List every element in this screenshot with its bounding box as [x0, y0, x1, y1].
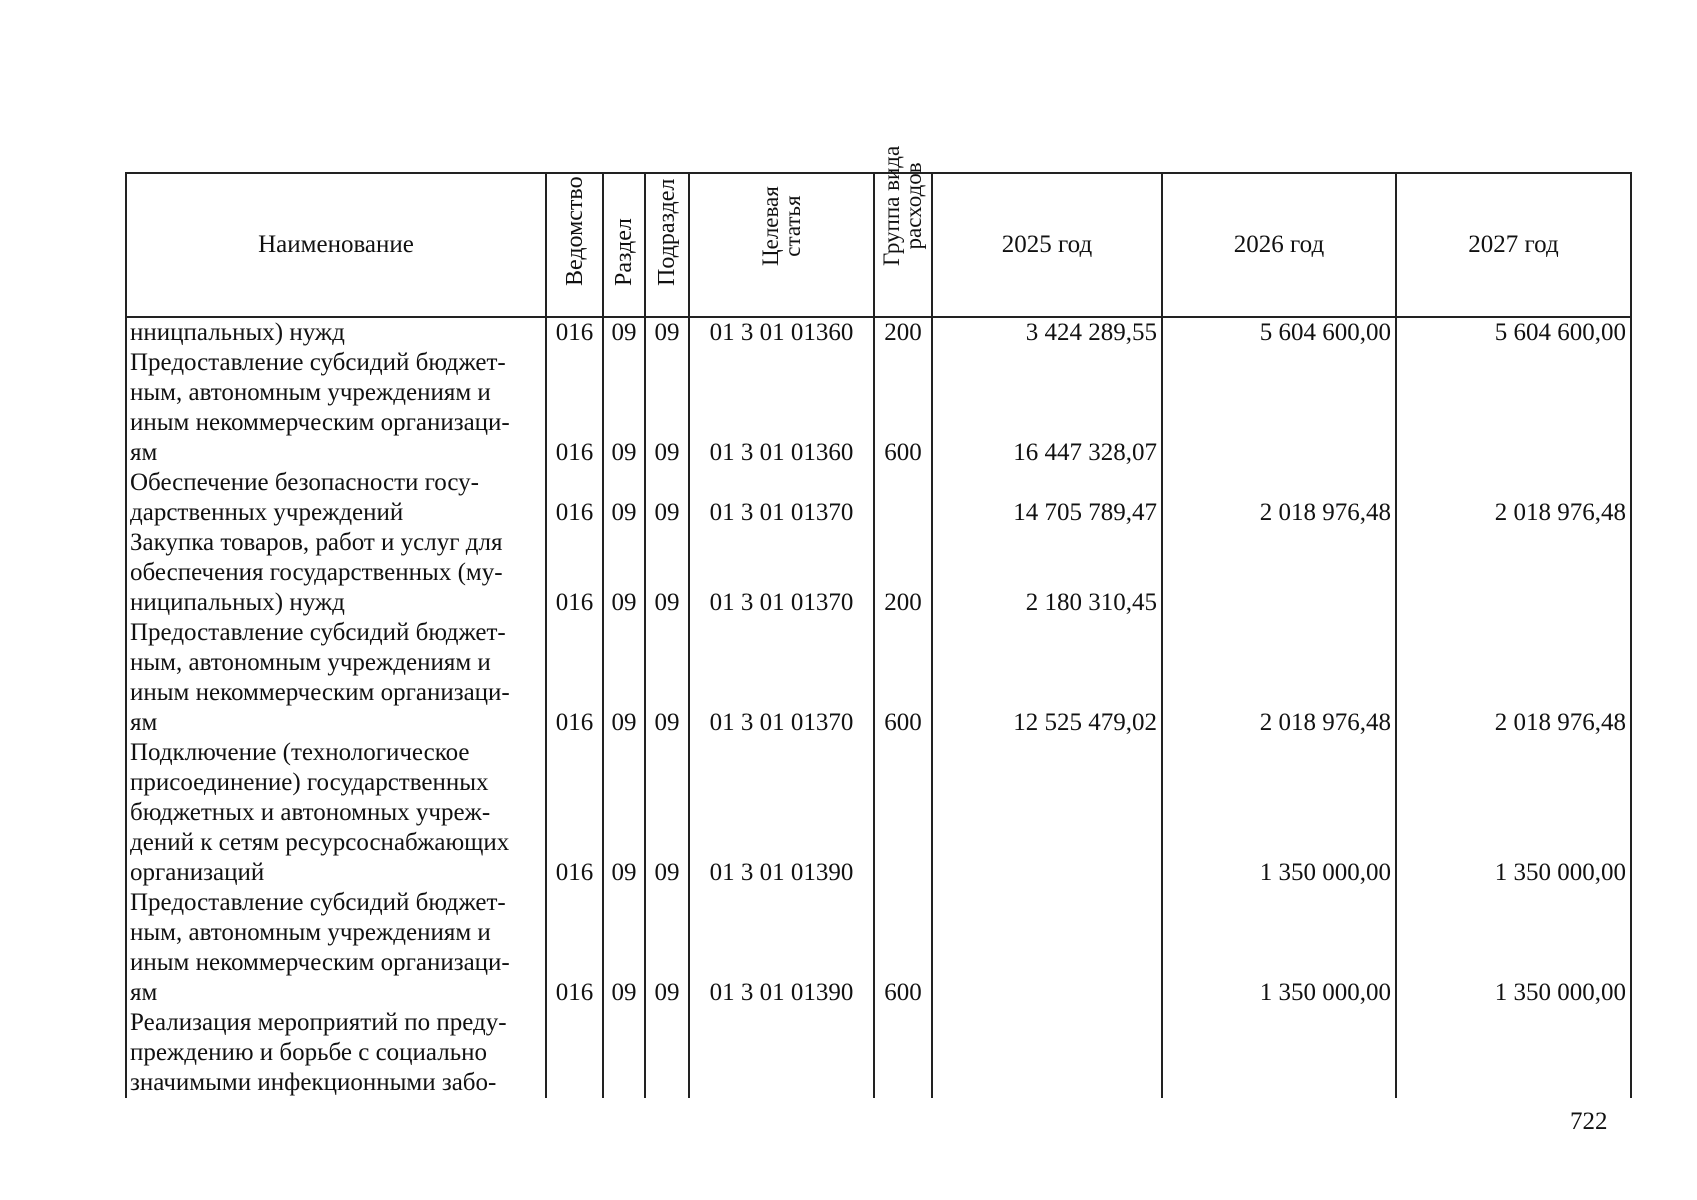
podrazdel-cell: 09 — [645, 317, 689, 348]
vedomstvo-cell: 016 — [546, 738, 603, 888]
header-gruppa-vida — [874, 145, 932, 317]
amount-2027-cell: 1 350 000,00 — [1396, 888, 1631, 1008]
row-name-cell — [126, 618, 546, 738]
podrazdel-cell: 09 — [645, 618, 689, 738]
header-name: Наименование — [126, 173, 546, 317]
amount-2026-cell — [1162, 528, 1396, 618]
row-name-cell — [126, 528, 546, 618]
amount-2026-cell: 1 350 000,00 — [1162, 888, 1396, 1008]
header-podrazdel — [645, 173, 689, 317]
celevaya-statya-cell: 01 3 01 01390 — [689, 738, 874, 888]
vedomstvo-cell: 016 — [546, 468, 603, 528]
celevaya-statya-cell: 01 3 01 01360 — [689, 348, 874, 468]
header-vedomstvo — [546, 173, 603, 317]
podrazdel-cell: 09 — [645, 888, 689, 1008]
razdel-cell: 09 — [603, 317, 645, 348]
table-row — [126, 618, 1631, 738]
row-name-cell — [126, 348, 546, 468]
row-name-line: присоединение) государственных — [130, 769, 489, 796]
amount-2025-cell: 3 424 289,55 — [932, 317, 1162, 348]
table-row — [126, 348, 1631, 468]
podrazdel-cell — [645, 1008, 689, 1098]
amount-2026-cell — [1162, 348, 1396, 468]
row-name-line: дарственных учреждений — [130, 499, 404, 526]
row-name-cell — [126, 888, 546, 1008]
razdel-cell: 09 — [603, 738, 645, 888]
gruppa-vida-cell — [874, 1008, 932, 1098]
vedomstvo-cell: 016 — [546, 618, 603, 738]
amount-2025-cell — [932, 888, 1162, 1008]
amount-2025-cell: 2 180 310,45 — [932, 528, 1162, 618]
row-name-cell — [126, 317, 546, 348]
amount-2027-cell — [1396, 348, 1631, 468]
amount-2026-cell: 5 604 600,00 — [1162, 317, 1396, 348]
header-celevaya-line2: статья — [779, 195, 805, 257]
row-name-line: Обеспечение безопасности госу- — [130, 469, 479, 496]
row-name-line: ным, автономным учреждениям и — [130, 649, 491, 676]
amount-2027-cell — [1396, 528, 1631, 618]
celevaya-statya-cell: 01 3 01 01370 — [689, 528, 874, 618]
amount-2026-cell: 2 018 976,48 — [1162, 468, 1396, 528]
row-name-line: ям — [130, 709, 158, 736]
razdel-cell: 09 — [603, 528, 645, 618]
row-name-line: ям — [130, 439, 158, 466]
row-name-line: Предоставление субсидий бюджет- — [130, 349, 506, 376]
row-name-line: нницпальных) нужд — [130, 319, 345, 346]
gruppa-vida-cell — [874, 738, 932, 888]
vedomstvo-cell: 016 — [546, 528, 603, 618]
podrazdel-cell: 09 — [645, 528, 689, 618]
row-name-cell — [126, 1008, 546, 1098]
header-2027: 2027 год — [1396, 173, 1631, 317]
razdel-cell: 09 — [603, 348, 645, 468]
row-name-line: бюджетных и автономных учреж- — [130, 799, 491, 826]
row-name-line: преждению и борьбе с социально — [130, 1039, 488, 1066]
page-number: 722 — [1570, 1108, 1608, 1135]
row-name-line: ям — [130, 979, 158, 1006]
podrazdel-cell: 09 — [645, 468, 689, 528]
podrazdel-cell: 09 — [645, 738, 689, 888]
table-row — [126, 1008, 1631, 1098]
row-name-line: ным, автономным учреждениям и — [130, 379, 491, 406]
row-name-line: значимыми инфекционными забо- — [130, 1069, 497, 1096]
row-name-line: обеспечения государственных (му- — [130, 559, 503, 586]
table-row — [126, 468, 1631, 528]
header-razdel-label: Раздел — [611, 218, 637, 286]
gruppa-vida-cell: 600 — [874, 348, 932, 468]
vedomstvo-cell: 016 — [546, 317, 603, 348]
vedomstvo-cell: 016 — [546, 888, 603, 1008]
amount-2027-cell: 2 018 976,48 — [1396, 468, 1631, 528]
razdel-cell: 09 — [603, 618, 645, 738]
row-name-line: организаций — [130, 859, 265, 886]
amount-2026-cell — [1162, 1008, 1396, 1098]
amount-2025-cell — [932, 738, 1162, 888]
vedomstvo-cell: 016 — [546, 348, 603, 468]
header-2025: 2025 год — [932, 173, 1162, 317]
header-gruppa-line2: расходов — [901, 162, 926, 250]
table-row — [126, 888, 1631, 1008]
razdel-cell — [603, 1008, 645, 1098]
razdel-cell: 09 — [603, 888, 645, 1008]
vedomstvo-cell — [546, 1008, 603, 1098]
celevaya-statya-cell: 01 3 01 01390 — [689, 888, 874, 1008]
gruppa-vida-cell: 200 — [874, 317, 932, 348]
header-2026: 2026 год — [1162, 173, 1396, 317]
row-name-line: иным некоммерческим организаци- — [130, 409, 510, 436]
amount-2027-cell: 1 350 000,00 — [1396, 738, 1631, 888]
header-gruppa-vida-label — [881, 146, 925, 266]
table-row — [126, 317, 1631, 348]
amount-2025-cell — [932, 1008, 1162, 1098]
amount-2026-cell: 2 018 976,48 — [1162, 618, 1396, 738]
table-header — [126, 145, 1631, 317]
header-gruppa-line1: Группа вида — [879, 145, 904, 266]
amount-2026-cell: 1 350 000,00 — [1162, 738, 1396, 888]
amount-2025-cell: 12 525 479,02 — [932, 618, 1162, 738]
header-celevaya-statya — [689, 173, 874, 317]
amount-2027-cell: 5 604 600,00 — [1396, 317, 1631, 348]
table-row — [126, 528, 1631, 618]
row-name-line: Предоставление субсидий бюджет- — [130, 619, 506, 646]
budget-table — [125, 145, 1632, 1098]
row-name-line: иным некоммерческим организаци- — [130, 949, 510, 976]
row-name-line: ным, автономным учреждениям и — [130, 919, 491, 946]
celevaya-statya-cell: 01 3 01 01370 — [689, 618, 874, 738]
header-celevaya-line1: Целевая — [757, 186, 783, 266]
header-celevaya-statya-label — [757, 186, 805, 266]
row-name-line: Закупка товаров, работ и услуг для — [130, 529, 503, 556]
row-name-cell — [126, 738, 546, 888]
razdel-cell: 09 — [603, 468, 645, 528]
header-vedomstvo-label: Ведомство — [561, 176, 588, 286]
row-name-cell — [126, 468, 546, 528]
gruppa-vida-cell — [874, 468, 932, 528]
amount-2025-cell: 16 447 328,07 — [932, 348, 1162, 468]
gruppa-vida-cell: 200 — [874, 528, 932, 618]
table-row — [126, 738, 1631, 888]
gruppa-vida-cell: 600 — [874, 618, 932, 738]
celevaya-statya-cell — [689, 1008, 874, 1098]
amount-2025-cell: 14 705 789,47 — [932, 468, 1162, 528]
celevaya-statya-cell: 01 3 01 01370 — [689, 468, 874, 528]
row-name-line: иным некоммерческим организаци- — [130, 679, 510, 706]
row-name-line: Подключение (технологическое — [130, 739, 470, 766]
header-podrazdel-label: Подраздел — [654, 178, 680, 286]
gruppa-vida-cell: 600 — [874, 888, 932, 1008]
row-name-line: Предоставление субсидий бюджет- — [130, 889, 506, 916]
row-name-line: дений к сетям ресурсоснабжающих — [130, 829, 510, 856]
amount-2027-cell: 2 018 976,48 — [1396, 618, 1631, 738]
row-name-line: Реализация мероприятий по преду- — [130, 1009, 507, 1036]
celevaya-statya-cell: 01 3 01 01360 — [689, 317, 874, 348]
podrazdel-cell: 09 — [645, 348, 689, 468]
row-name-line: ниципальных) нужд — [130, 589, 345, 616]
header-razdel — [603, 173, 645, 317]
table-body — [126, 317, 1631, 1098]
amount-2027-cell — [1396, 1008, 1631, 1098]
